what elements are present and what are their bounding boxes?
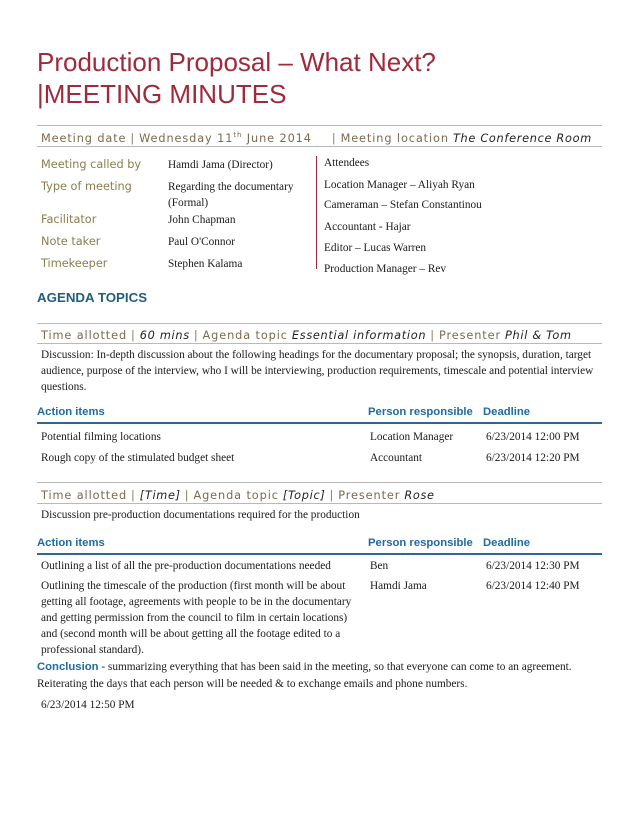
meeting-date-value: [139, 132, 312, 145]
presenter-value: Rose: [404, 489, 435, 502]
separator: |: [430, 329, 435, 342]
deadline-col: Deadline: [483, 406, 531, 418]
meeting-date-suffix: th: [233, 131, 243, 140]
time-allotted-value: [Time]: [139, 489, 181, 502]
separator: |: [193, 329, 199, 342]
detail-label: Type of meeting: [41, 180, 132, 193]
action-item: Outlining the timescale of the production (first month will be about getting all footage, agreements with people to be in the documentary and getting permission from the council to film in certain locations) and (second month will be about getting all the footage edited to a professional standard).: [41, 580, 352, 656]
action-items-col: Action items: [37, 537, 105, 549]
conclusion-paragraph: [37, 659, 607, 693]
detail-label: Timekeeper: [41, 257, 108, 270]
divider: [37, 125, 602, 126]
detail-value: John Chapman: [168, 214, 236, 226]
meeting-date-label: Meeting date: [41, 132, 127, 145]
action-item: Potential filming locations: [41, 431, 161, 443]
meeting-date-month: June 2014: [242, 132, 312, 145]
divider: [37, 482, 602, 483]
divider: [37, 503, 602, 504]
title-line-1: Production Proposal – What Next?: [37, 47, 436, 77]
separator: |: [184, 489, 190, 502]
action-person: Accountant: [370, 452, 423, 464]
agenda-topic-label: Agenda topic: [193, 489, 279, 502]
meeting-location-label: Meeting location: [340, 132, 449, 145]
time-allotted-label: Time allotted: [41, 329, 128, 342]
deadline-col: Deadline: [483, 537, 531, 549]
column-divider: [316, 156, 317, 269]
conclusion-timestamp: 6/23/2014 12:50 PM: [41, 699, 135, 711]
agenda-topic-label: Agenda topic: [202, 329, 288, 342]
action-items-col: Action items: [37, 406, 105, 418]
presenter-label: Presenter: [338, 489, 401, 502]
title-line-2: |MEETING MINUTES: [37, 79, 287, 109]
attendee-item: Cameraman – Stefan Constantinou: [324, 199, 482, 211]
attendee-item: Editor – Lucas Warren: [324, 242, 427, 254]
time-allotted-label: Time allotted: [41, 489, 128, 502]
meeting-date-day: Wednesday 11: [139, 132, 234, 145]
action-items-header: [37, 535, 602, 555]
action-person: Hamdi Jama: [370, 580, 427, 592]
document-title: [37, 46, 607, 110]
presenter-value: Phil & Tom: [505, 329, 572, 342]
agenda-topic-value: [Topic]: [282, 489, 326, 502]
time-allotted-value: 60 mins: [139, 329, 190, 342]
separator: |: [331, 132, 337, 145]
discussion-text: Discussion: In-depth discussion about the following headings for the documentary proposal; the synopsis, duration, target audience, purpose of the interview, who I will be interviewing, production requirements, timescale and potential interview questions.: [41, 349, 594, 393]
separator: |: [329, 489, 335, 502]
detail-value: Paul O'Connor: [168, 236, 235, 248]
person-responsible-col: Person responsible: [368, 406, 473, 418]
action-deadline: 6/23/2014 12:00 PM: [486, 431, 580, 443]
attendees-heading: Attendees: [324, 157, 370, 169]
divider: [37, 146, 602, 147]
meeting-location-value: The Conference Room: [452, 132, 592, 145]
action-person: Location Manager: [370, 431, 454, 443]
separator: |: [131, 489, 136, 502]
presenter-label: Presenter: [438, 329, 502, 342]
agenda-topic-value: Essential information: [291, 329, 427, 342]
action-item: Outlining a list of all the pre-production documentations needed: [41, 560, 331, 572]
action-deadline: 6/23/2014 12:20 PM: [486, 452, 580, 464]
person-responsible-col: Person responsible: [368, 537, 473, 549]
discussion-text: Discussion pre-production documentations required for the production: [41, 509, 360, 521]
detail-value: Regarding the documentary (Formal): [168, 181, 294, 209]
conclusion-label: Conclusion: [37, 661, 99, 673]
conclusion-text: - summarizing everything that has been said in the meeting, so that everyone can come to an agreement. Reiterating the days that each person will be needed & to exchange emails and phone numbers.: [37, 661, 572, 690]
detail-value: Hamdi Jama (Director): [168, 159, 273, 171]
action-person: Ben: [370, 560, 389, 572]
topic-info-line: [41, 486, 435, 504]
detail-label: Meeting called by: [41, 158, 142, 171]
detail-label: Note taker: [41, 235, 101, 248]
action-deadline: 6/23/2014 12:40 PM: [486, 580, 580, 592]
attendee-item: Accountant - Hajar: [324, 221, 411, 233]
attendee-item: Location Manager – Aliyah Ryan: [324, 179, 475, 191]
attendee-item: Production Manager – Rev: [324, 263, 447, 275]
topic-info-line: [41, 326, 572, 344]
action-deadline: 6/23/2014 12:30 PM: [486, 560, 580, 572]
action-items-header: [37, 404, 602, 424]
detail-label: Facilitator: [41, 213, 97, 226]
divider: [37, 343, 602, 344]
divider: [37, 323, 602, 324]
meeting-info-line: [41, 129, 592, 147]
agenda-heading: AGENDA TOPICS: [37, 290, 148, 305]
separator: |: [130, 132, 136, 145]
detail-value: Stephen Kalama: [168, 258, 243, 270]
separator: |: [131, 329, 136, 342]
action-item: Rough copy of the stimulated budget sheet: [41, 452, 235, 464]
